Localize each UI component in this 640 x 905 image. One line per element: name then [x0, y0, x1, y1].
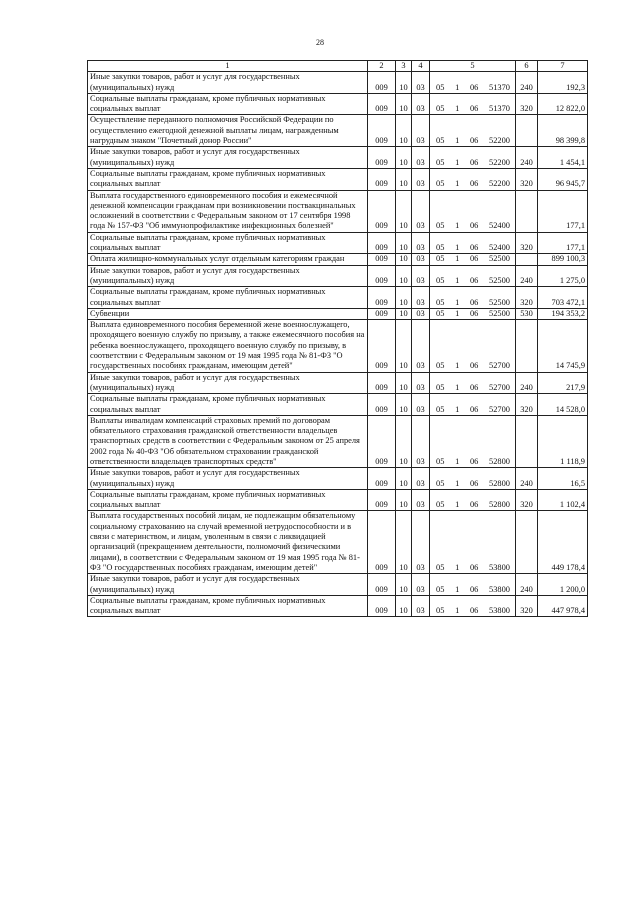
code-subsection: 03	[412, 415, 430, 467]
row-description: Выплата государственных пособий лицам, не подлежащим обязательному социальному страхованию на случай временной нетрудоспособности и в связи с материнством, и лицам, уволенным в связи с ликвидацией организаций (прекращением деятельности, полномочий физическими лицами), в соответствии с Федеральным законом от 19 мая 1995 года № 81-ФЗ "О государственных пособиях гражданам, имеющим детей"	[88, 511, 368, 574]
table-row	[88, 287, 588, 309]
code-part: 05	[436, 221, 445, 231]
code-part: 06	[469, 157, 479, 167]
code-part: 53800	[489, 584, 510, 594]
code-part: 05	[436, 361, 445, 371]
code-target-article	[430, 265, 516, 287]
column-header: 6	[516, 61, 538, 72]
code-part: 52500	[489, 275, 510, 285]
code-section: 10	[396, 254, 412, 265]
row-amount: 16,5	[538, 468, 588, 490]
row-amount: 98 399,8	[538, 115, 588, 147]
code-expense-type	[516, 511, 538, 574]
code-expense-type: 240	[516, 372, 538, 394]
code-part: 52500	[489, 297, 510, 307]
row-amount: 1 200,0	[538, 574, 588, 596]
code-part: 1	[455, 562, 460, 572]
column-header: 1	[88, 61, 368, 72]
code-part: 1	[455, 254, 460, 264]
code-target-article	[430, 254, 516, 265]
code-part: 05	[436, 179, 445, 189]
code-part: 06	[469, 478, 479, 488]
code-part: 1	[455, 179, 460, 189]
code-part: 06	[469, 179, 479, 189]
code-part: 05	[436, 500, 445, 510]
page-number: 28	[316, 38, 324, 47]
code-part: 06	[469, 308, 479, 318]
row-description: Иные закупки товаров, работ и услуг для государственных (муниципальных) нужд	[88, 372, 368, 394]
column-header: 3	[396, 61, 412, 72]
budget-table	[87, 60, 588, 617]
code-part: 1	[455, 104, 460, 114]
code-target-article	[430, 415, 516, 467]
code-part: 06	[469, 82, 479, 92]
row-description: Иные закупки товаров, работ и услуг для государственных (муниципальных) нужд	[88, 468, 368, 490]
code-target-article	[430, 287, 516, 309]
table-row	[88, 168, 588, 190]
code-subsection: 03	[412, 574, 430, 596]
code-ministry: 009	[368, 320, 396, 372]
code-expense-type	[516, 254, 538, 265]
code-part: 06	[469, 361, 479, 371]
code-subsection: 03	[412, 372, 430, 394]
code-section: 10	[396, 308, 412, 319]
code-ministry: 009	[368, 415, 396, 467]
code-part: 06	[469, 104, 479, 114]
code-target-article	[430, 511, 516, 574]
code-part: 1	[455, 500, 460, 510]
code-section: 10	[396, 511, 412, 574]
code-ministry: 009	[368, 308, 396, 319]
code-part: 1	[455, 157, 460, 167]
code-part: 52700	[489, 361, 510, 371]
code-subsection: 03	[412, 93, 430, 115]
code-part: 1	[455, 456, 460, 466]
code-target-article	[430, 115, 516, 147]
code-section: 10	[396, 595, 412, 617]
row-amount: 703 472,1	[538, 287, 588, 309]
column-header: 7	[538, 61, 588, 72]
code-part: 52500	[489, 308, 510, 318]
code-section: 10	[396, 287, 412, 309]
row-description: Социальные выплаты гражданам, кроме публичных нормативных социальных выплат	[88, 232, 368, 254]
code-ministry: 009	[368, 232, 396, 254]
code-section: 10	[396, 320, 412, 372]
row-amount: 899 100,3	[538, 254, 588, 265]
code-part: 1	[455, 243, 460, 253]
row-description: Социальные выплаты гражданам, кроме публичных нормативных социальных выплат	[88, 93, 368, 115]
code-part: 06	[469, 606, 479, 616]
code-subsection: 03	[412, 595, 430, 617]
code-part: 06	[469, 136, 479, 146]
code-part: 06	[469, 500, 479, 510]
code-expense-type: 530	[516, 308, 538, 319]
code-part: 53800	[489, 606, 510, 616]
code-part: 05	[436, 82, 445, 92]
code-target-article	[430, 320, 516, 372]
code-part: 52500	[489, 254, 510, 264]
code-part: 05	[436, 243, 445, 253]
code-ministry: 009	[368, 287, 396, 309]
code-subsection: 03	[412, 147, 430, 169]
code-part: 52800	[489, 478, 510, 488]
code-part: 1	[455, 361, 460, 371]
code-part: 05	[436, 562, 445, 572]
code-subsection: 03	[412, 190, 430, 232]
code-part: 05	[436, 254, 445, 264]
row-amount: 1 118,9	[538, 415, 588, 467]
code-part: 1	[455, 297, 460, 307]
code-target-article	[430, 574, 516, 596]
code-ministry: 009	[368, 372, 396, 394]
column-header: 2	[368, 61, 396, 72]
code-expense-type: 240	[516, 574, 538, 596]
code-part: 05	[436, 104, 445, 114]
code-part: 05	[436, 404, 445, 414]
table-row	[88, 394, 588, 416]
code-ministry: 009	[368, 595, 396, 617]
code-part: 05	[436, 308, 445, 318]
code-target-article	[430, 308, 516, 319]
table-row	[88, 190, 588, 232]
code-part: 05	[436, 297, 445, 307]
table-row	[88, 147, 588, 169]
row-amount: 1 454,1	[538, 147, 588, 169]
code-ministry: 009	[368, 72, 396, 94]
table-row	[88, 72, 588, 94]
code-expense-type: 240	[516, 468, 538, 490]
code-target-article	[430, 147, 516, 169]
table-row	[88, 320, 588, 372]
code-subsection: 03	[412, 168, 430, 190]
row-description: Иные закупки товаров, работ и услуг для государственных (муниципальных) нужд	[88, 574, 368, 596]
code-target-article	[430, 595, 516, 617]
code-subsection: 03	[412, 468, 430, 490]
code-part: 06	[469, 254, 479, 264]
code-expense-type: 320	[516, 287, 538, 309]
column-header: 4	[412, 61, 430, 72]
table-row	[88, 93, 588, 115]
code-part: 52400	[489, 243, 510, 253]
code-expense-type	[516, 115, 538, 147]
table-row	[88, 232, 588, 254]
code-target-article	[430, 168, 516, 190]
code-ministry: 009	[368, 190, 396, 232]
code-subsection: 03	[412, 72, 430, 94]
table-row	[88, 372, 588, 394]
code-part: 06	[469, 382, 479, 392]
code-part: 1	[455, 308, 460, 318]
code-subsection: 03	[412, 394, 430, 416]
row-amount: 447 978,4	[538, 595, 588, 617]
code-part: 05	[436, 456, 445, 466]
table-row	[88, 254, 588, 265]
code-target-article	[430, 190, 516, 232]
code-target-article	[430, 394, 516, 416]
code-part: 51370	[489, 104, 510, 114]
code-part: 1	[455, 275, 460, 285]
code-subsection: 03	[412, 308, 430, 319]
code-ministry: 009	[368, 574, 396, 596]
code-expense-type: 240	[516, 72, 538, 94]
row-amount: 12 822,0	[538, 93, 588, 115]
code-section: 10	[396, 415, 412, 467]
row-description: Социальные выплаты гражданам, кроме публичных нормативных социальных выплат	[88, 168, 368, 190]
code-ministry: 009	[368, 265, 396, 287]
row-amount: 177,1	[538, 190, 588, 232]
code-part: 52800	[489, 500, 510, 510]
code-part: 05	[436, 478, 445, 488]
code-ministry: 009	[368, 115, 396, 147]
row-description: Выплаты инвалидам компенсаций страховых премий по договорам обязательного страхования гражданской ответственности владельцев транспортных средств в соответствии с Федеральным законом от 25 апреля 2002 года № 40-ФЗ "Об обязательном страховании гражданской ответственности владельцев транспортных средств"	[88, 415, 368, 467]
code-part: 05	[436, 275, 445, 285]
code-part: 06	[469, 584, 479, 594]
code-part: 52200	[489, 136, 510, 146]
code-part: 1	[455, 82, 460, 92]
header-row	[88, 61, 588, 72]
code-ministry: 009	[368, 468, 396, 490]
code-section: 10	[396, 147, 412, 169]
code-section: 10	[396, 574, 412, 596]
code-part: 52200	[489, 179, 510, 189]
code-section: 10	[396, 468, 412, 490]
code-expense-type	[516, 320, 538, 372]
code-ministry: 009	[368, 489, 396, 511]
code-expense-type: 320	[516, 394, 538, 416]
row-description: Иные закупки товаров, работ и услуг для государственных (муниципальных) нужд	[88, 265, 368, 287]
column-header: 5	[430, 61, 516, 72]
code-part: 06	[469, 456, 479, 466]
row-amount: 217,9	[538, 372, 588, 394]
row-description: Выплата единовременного пособия беременной жене военнослужащего, проходящего военную службу по призыву, а также ежемесячного пособия на ребенка военнослужащего, проходящего военную службу по призыву, в соответствии с Федеральным законом от 19 мая 1995 года № 81-ФЗ "О государственных пособиях гражданам, имеющим детей"	[88, 320, 368, 372]
code-part: 06	[469, 297, 479, 307]
code-subsection: 03	[412, 265, 430, 287]
code-target-article	[430, 72, 516, 94]
code-section: 10	[396, 394, 412, 416]
row-amount: 1 102,4	[538, 489, 588, 511]
code-part: 06	[469, 275, 479, 285]
row-amount: 14 528,0	[538, 394, 588, 416]
table-row	[88, 595, 588, 617]
table-body	[88, 72, 588, 617]
code-part: 05	[436, 584, 445, 594]
code-target-article	[430, 489, 516, 511]
row-description: Выплата государственного единовременного пособия и ежемесячной денежной компенсации гражданам при возникновении поствакцинальных осложнений в соответствии с Федеральным законом от 17 сентября 1998 года № 157-ФЗ "Об иммунопрофилактике инфекционных болезней"	[88, 190, 368, 232]
code-target-article	[430, 232, 516, 254]
code-expense-type: 240	[516, 265, 538, 287]
code-target-article	[430, 372, 516, 394]
code-part: 05	[436, 157, 445, 167]
code-part: 06	[469, 404, 479, 414]
row-amount: 192,3	[538, 72, 588, 94]
row-description: Социальные выплаты гражданам, кроме публичных нормативных социальных выплат	[88, 287, 368, 309]
code-subsection: 03	[412, 320, 430, 372]
row-description: Субвенции	[88, 308, 368, 319]
code-section: 10	[396, 232, 412, 254]
code-part: 53800	[489, 562, 510, 572]
table-row	[88, 489, 588, 511]
row-amount: 96 945,7	[538, 168, 588, 190]
code-part: 06	[469, 562, 479, 572]
code-subsection: 03	[412, 511, 430, 574]
code-part: 1	[455, 404, 460, 414]
code-section: 10	[396, 93, 412, 115]
code-part: 05	[436, 136, 445, 146]
code-subsection: 03	[412, 232, 430, 254]
table-row	[88, 415, 588, 467]
code-part: 52400	[489, 221, 510, 231]
code-expense-type: 320	[516, 595, 538, 617]
row-description: Иные закупки товаров, работ и услуг для государственных (муниципальных) нужд	[88, 147, 368, 169]
row-description: Социальные выплаты гражданам, кроме публичных нормативных социальных выплат	[88, 595, 368, 617]
code-subsection: 03	[412, 254, 430, 265]
code-subsection: 03	[412, 287, 430, 309]
code-part: 06	[469, 221, 479, 231]
table-row	[88, 265, 588, 287]
row-description: Социальные выплаты гражданам, кроме публичных нормативных социальных выплат	[88, 394, 368, 416]
table-row	[88, 574, 588, 596]
row-amount: 14 745,9	[538, 320, 588, 372]
code-expense-type: 320	[516, 232, 538, 254]
code-section: 10	[396, 115, 412, 147]
code-target-article	[430, 93, 516, 115]
table-row	[88, 468, 588, 490]
code-subsection: 03	[412, 489, 430, 511]
row-amount: 449 178,4	[538, 511, 588, 574]
code-part: 1	[455, 382, 460, 392]
row-amount: 194 353,2	[538, 308, 588, 319]
row-description: Социальные выплаты гражданам, кроме публичных нормативных социальных выплат	[88, 489, 368, 511]
code-ministry: 009	[368, 511, 396, 574]
code-part: 52700	[489, 382, 510, 392]
code-section: 10	[396, 265, 412, 287]
code-ministry: 009	[368, 147, 396, 169]
code-part: 05	[436, 606, 445, 616]
code-part: 51370	[489, 82, 510, 92]
code-section: 10	[396, 72, 412, 94]
code-expense-type: 320	[516, 93, 538, 115]
code-part: 52800	[489, 456, 510, 466]
code-part: 1	[455, 478, 460, 488]
code-section: 10	[396, 489, 412, 511]
code-ministry: 009	[368, 168, 396, 190]
code-expense-type	[516, 415, 538, 467]
row-amount: 1 275,0	[538, 265, 588, 287]
row-description: Иные закупки товаров, работ и услуг для государственных (муниципальных) нужд	[88, 72, 368, 94]
code-section: 10	[396, 372, 412, 394]
code-ministry: 009	[368, 394, 396, 416]
code-part: 1	[455, 221, 460, 231]
code-part: 1	[455, 136, 460, 146]
row-description: Осуществление переданного полномочия Российской Федерации по осуществлению ежегодной денежной выплаты лицам, награжденным нагрудным знаком "Почетный донор России"	[88, 115, 368, 147]
code-section: 10	[396, 190, 412, 232]
code-target-article	[430, 468, 516, 490]
code-ministry: 009	[368, 93, 396, 115]
row-amount: 177,1	[538, 232, 588, 254]
code-section: 10	[396, 168, 412, 190]
table-row	[88, 308, 588, 319]
code-part: 1	[455, 584, 460, 594]
code-part: 05	[436, 382, 445, 392]
table-row	[88, 511, 588, 574]
code-part: 52700	[489, 404, 510, 414]
code-expense-type: 320	[516, 489, 538, 511]
code-ministry: 009	[368, 254, 396, 265]
code-expense-type: 320	[516, 168, 538, 190]
code-expense-type: 240	[516, 147, 538, 169]
table-row	[88, 115, 588, 147]
code-subsection: 03	[412, 115, 430, 147]
row-description: Оплата жилищно-коммунальных услуг отдельным категориям граждан	[88, 254, 368, 265]
code-part: 06	[469, 243, 479, 253]
code-part: 1	[455, 606, 460, 616]
code-part: 52200	[489, 157, 510, 167]
code-expense-type	[516, 190, 538, 232]
